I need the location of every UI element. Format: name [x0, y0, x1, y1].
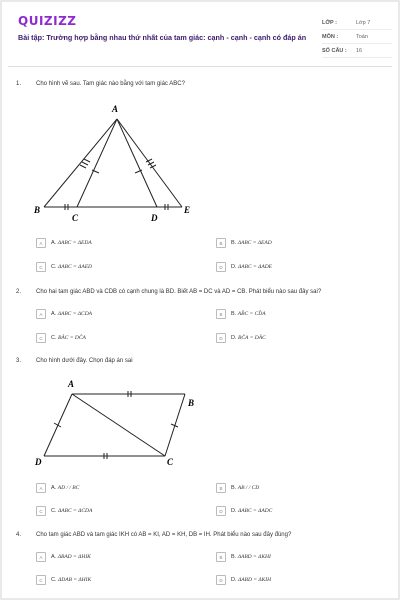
option-math: AD / / BC: [57, 485, 80, 491]
meta-label: LỚP :: [322, 19, 337, 26]
option-A[interactable]: [36, 238, 92, 248]
option-math: AB̂C = CD̂A: [237, 311, 266, 317]
point-label-D: D: [35, 457, 42, 467]
point-label-D: D: [151, 213, 158, 223]
option-label: D.: [231, 264, 237, 270]
option-D[interactable]: [216, 262, 272, 272]
meta-row-class: [322, 16, 392, 30]
option-math: ΔABD = ΔKHI: [237, 554, 271, 560]
option-D[interactable]: [216, 506, 272, 516]
option-math: ΔABC = ΔEAD: [237, 240, 272, 246]
option-A[interactable]: [36, 483, 79, 493]
segment-AB: [44, 119, 117, 207]
point-label-B: B: [188, 398, 195, 408]
option-letter-box: C: [36, 262, 46, 272]
option-label: D.: [231, 577, 237, 583]
option-letter-box: D: [216, 506, 226, 516]
option-B[interactable]: [216, 483, 259, 493]
point-label-C: C: [167, 457, 174, 467]
option-math: AB / / CD: [237, 485, 260, 491]
option-D[interactable]: [216, 575, 271, 585]
meta-table: [322, 16, 392, 58]
option-letter-box: A: [36, 238, 46, 248]
option-D[interactable]: [216, 333, 266, 343]
tick-mark: [82, 162, 88, 165]
option-letter-box: C: [36, 506, 46, 516]
option-math: ΔABC = ΔCDA: [57, 311, 93, 317]
option-C[interactable]: [36, 506, 92, 516]
option-letter-box: A: [36, 483, 46, 493]
option-label: D.: [231, 335, 237, 341]
segment-AC: [72, 394, 165, 456]
option-letter-box: D: [216, 575, 226, 585]
option-letter-box: C: [36, 575, 46, 585]
question-text: Cho hình vẽ sau. Tam giác nào bằng với tam giác ABC?: [36, 81, 185, 87]
option-label: A.: [51, 311, 57, 317]
option-C[interactable]: [36, 575, 91, 585]
quizizz-logo: QUIZIZZ: [18, 14, 77, 28]
option-math: ΔDAB = ΔHIK: [58, 577, 92, 583]
meta-row-subject: [322, 30, 392, 44]
option-B[interactable]: [216, 552, 271, 562]
option-math: ΔABC = ΔCDA: [58, 508, 93, 514]
option-A[interactable]: [36, 309, 92, 319]
option-letter-box: B: [216, 238, 226, 248]
point-label-B: B: [34, 205, 41, 215]
option-label: A.: [51, 554, 57, 560]
option-math: ΔABC = ΔEDA: [57, 240, 92, 246]
tick-mark: [80, 165, 86, 168]
meta-row-count: [322, 44, 392, 58]
option-letter-box: D: [216, 262, 226, 272]
option-label: B.: [231, 311, 237, 317]
option-math: ΔABC = ΔADE: [238, 264, 273, 270]
meta-label: SỐ CÂU :: [322, 47, 347, 54]
option-label: C.: [51, 335, 57, 341]
option-label: A.: [51, 485, 57, 491]
question-number: 4.: [16, 532, 22, 538]
question-number: 1.: [16, 81, 22, 87]
option-math: ΔABD = ΔKIH: [238, 577, 272, 583]
option-letter-box: A: [36, 552, 46, 562]
option-letter-box: B: [216, 309, 226, 319]
point-label-C: C: [72, 213, 79, 223]
point-label-A: A: [112, 104, 119, 114]
q1-triangle-figure: [32, 97, 202, 227]
page-title: Bài tập: Trường hợp bằng nhau thứ nhất của tam giác: cạnh - cạnh - cạnh có đáp án: [18, 33, 307, 42]
option-letter-box: A: [36, 309, 46, 319]
option-label: B.: [231, 240, 237, 246]
option-label: B.: [231, 554, 237, 560]
header-divider: [8, 66, 392, 67]
option-label: A.: [51, 240, 57, 246]
option-math: ΔBAD = ΔHIK: [57, 554, 91, 560]
option-label: C.: [51, 577, 57, 583]
q3-parallelogram-figure: [30, 372, 210, 472]
segment-BC: [165, 394, 185, 456]
question-text: Cho hai tam giác ABD và CDB có cạnh chung là BD. Biết AB = DC và AD = CB. Phát biểu nào sau đây sai?: [36, 289, 322, 295]
option-A[interactable]: [36, 552, 91, 562]
point-label-A: A: [68, 379, 75, 389]
meta-value: Toán: [356, 33, 368, 40]
option-math: BĈA = DÂC: [238, 335, 266, 341]
option-letter-box: B: [216, 552, 226, 562]
option-letter-box: C: [36, 333, 46, 343]
meta-label: MÔN :: [322, 33, 339, 40]
segment-AE: [117, 119, 182, 207]
question-text: Cho tam giác ABD và tam giác IKH có AB = KI, AD = KH, DB = IH. Phát biểu nào sau đây đúng?: [36, 532, 292, 538]
question-text: Cho hình dưới đây. Chọn đáp án sai: [36, 358, 133, 364]
option-label: C.: [51, 508, 57, 514]
worksheet-page: [2, 2, 398, 598]
meta-value: Lớp 7: [356, 19, 371, 26]
option-letter-box: D: [216, 333, 226, 343]
option-letter-box: B: [216, 483, 226, 493]
point-label-E: E: [184, 205, 191, 215]
option-C[interactable]: [36, 262, 92, 272]
option-math: ΔABC = ΔADC: [238, 508, 273, 514]
option-B[interactable]: [216, 238, 272, 248]
meta-value: 16: [356, 47, 363, 54]
tick-mark: [84, 159, 90, 162]
option-C[interactable]: [36, 333, 86, 343]
option-math: BÂC = DĈA: [58, 335, 86, 341]
option-label: B.: [231, 485, 237, 491]
option-label: D.: [231, 508, 237, 514]
option-B[interactable]: [216, 309, 266, 319]
question-number: 3.: [16, 358, 22, 364]
question-number: 2.: [16, 289, 22, 295]
option-math: ΔABC = ΔAED: [58, 264, 93, 270]
option-label: C.: [51, 264, 57, 270]
